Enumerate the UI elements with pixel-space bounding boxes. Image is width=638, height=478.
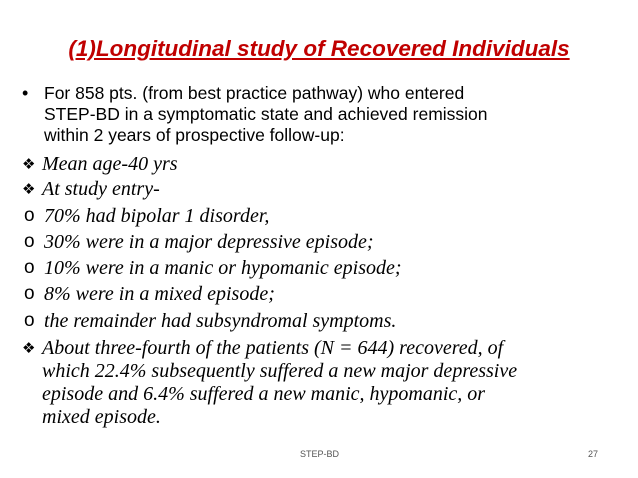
sub-item-3: 10% were in a manic or hypomanic episode; (44, 257, 402, 279)
sub-item-2: 30% were in a major depressive episode; (44, 231, 374, 253)
intro-line-3: within 2 years of prospective follow-up: (44, 125, 345, 145)
circle-bullet-icon: o (24, 310, 35, 331)
recovered-line-1: About three-fourth of the patients (N = 644) recovered, of (42, 337, 504, 359)
diamond-bullet-icon: ❖ (22, 155, 36, 173)
diamond-bullet-icon: ❖ (22, 180, 36, 198)
recovered-line-2: which 22.4% subsequently suffered a new major depressive (42, 360, 518, 382)
footer-label: STEP-BD (300, 449, 340, 459)
sub-item-1: 70% had bipolar 1 disorder, (44, 205, 270, 227)
page-number: 27 (588, 449, 599, 459)
circle-bullet-icon: o (24, 205, 35, 226)
circle-bullet-icon: o (24, 283, 35, 304)
circle-bullet-icon: o (24, 231, 35, 252)
intro-line-1: For 858 pts. (from best practice pathway) who entered (44, 83, 465, 103)
diamond-bullet-icon: ❖ (22, 339, 36, 357)
study-entry-text: At study entry- (42, 178, 160, 200)
circle-bullet-icon: o (24, 257, 35, 278)
sub-item-5: the remainder had subsyndromal symptoms. (44, 310, 397, 332)
recovered-line-4: mixed episode. (42, 406, 161, 428)
bullet-dot-icon: • (22, 83, 29, 103)
mean-age-text: Mean age-40 yrs (42, 153, 178, 175)
recovered-line-3: episode and 6.4% suffered a new manic, hypomanic, or (42, 383, 486, 405)
slide-title: (1)Longitudinal study of Recovered Individuals (68, 36, 570, 61)
sub-item-4: 8% were in a mixed episode; (44, 283, 275, 305)
intro-line-2: STEP-BD in a symptomatic state and achieved remission (44, 104, 488, 124)
